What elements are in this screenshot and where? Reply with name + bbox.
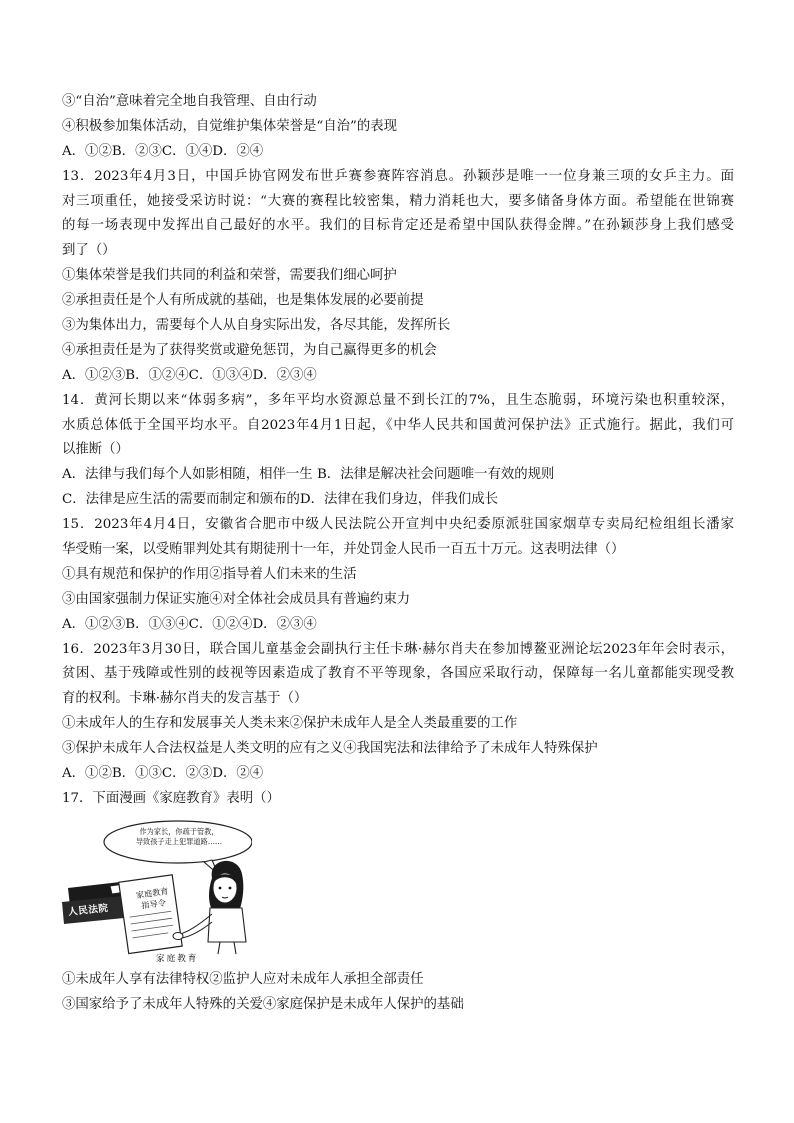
question-15-text: 15．2023年4月4日，安徽省合肥市中级人民法院公开宣判中央纪委原派驻国家烟草专卖局纪检组组长潘家 — [62, 517, 734, 533]
answer-choices: A．①②③B．①③④C．①②④D．②③④ — [62, 616, 317, 632]
court-banner: 人民法院 — [67, 902, 109, 918]
question-16-text: 育的权利。卡琳·赫尔肖夫的发言基于（） — [62, 691, 308, 707]
option-line: ①未成年人的生存和发展事关人类未来②保护未成年人是全人类最重要的工作 — [62, 716, 518, 732]
option-line: ④承担责任是为了获得奖赏或避免惩罚，为自己赢得更多的机会 — [62, 342, 437, 358]
question-13-text: 到了（） — [62, 243, 116, 259]
question-content — [62, 90, 734, 1018]
speech-bubble-text: 作为家长，你疏于管教， — [139, 826, 219, 836]
option-line: ③由国家强制力保证实施④对全体社会成员具有普遍约束力 — [62, 591, 411, 607]
answer-choices: C．法律是应生活的需要而制定和颁布的D．法律在我们身边，伴我们成长 — [62, 492, 499, 508]
cartoon-caption: 家庭教育 — [156, 953, 199, 964]
question-17-text: 17．下面漫画《家庭教育》表明（） — [62, 790, 280, 806]
answer-choices: A．①②B．①③C．②③D．②④ — [62, 766, 264, 782]
question-14-text: 以推断（） — [62, 442, 129, 458]
question-16-text: 贫困、基于残障或性别的歧视等因素造成了教育不平等现象，各国应采取行动，保障每一名儿童都能实现受教 — [62, 666, 734, 682]
option-line: ④积极参加集体活动，自觉维护集体荣誉是“自治”的表现 — [62, 118, 398, 134]
question-13-text: 13．2023年4月3日，中国乒协官网发布世乒赛参赛阵容消息。孙颖莎是唯一一位身兼三项的女乒主力。面 — [62, 168, 734, 184]
question-13-text: 对三项重任，她接受采访时说：“大赛的赛程比较密集，精力消耗也大，要多储备身体方面。希望能在世锦赛 — [62, 193, 734, 209]
option-line: ①集体荣誉是我们共同的利益和荣誉，需要我们细心呵护 — [62, 268, 397, 284]
option-line: ②承担责任是个人有所成就的基础，也是集体发展的必要前提 — [62, 293, 424, 309]
option-line: ③保护未成年人合法权益是人类文明的应有之义④我国宪法和法律给予了未成年人特殊保护 — [62, 741, 598, 757]
question-15-text: 华受贿一案，以受贿罪判处其有期徒刑十一年，并处罚金人民币一百五十万元。这表明法律（） — [62, 542, 625, 558]
paper-title: 指导令 — [140, 897, 167, 911]
speech-bubble-text: 导致孩子走上犯罪道路…… — [135, 836, 223, 846]
option-line: ③为集体出力，需要每个人从自身实际出发，各尽其能，发挥所长 — [62, 318, 451, 334]
answer-choices: A．①②B．②③C．①④D．②④ — [62, 143, 264, 159]
question-14-text: 水质总体低于全国平均水平。自2023年4月1日起，《中华人民共和国黄河保护法》正式施行。据此，我们可 — [62, 417, 734, 433]
question-16-text: 16．2023年3月30日，联合国儿童基金会副执行主任卡琳·赫尔肖夫在参加博鳌亚洲论坛2023年年会时表示， — [62, 641, 734, 657]
option-line: ③“自治”意味着完全地自我管理、自由行动 — [62, 94, 317, 109]
question-13-text: 的每一场表现中发挥出自己最好的水平。我们的目标肯定还是希望中国队获得金牌。”在孙颖莎身上我们感受 — [62, 218, 734, 234]
question-14-text: 14．黄河长期以来“体弱多病”，多年平均水资源总量不到长江的7%，且生态脆弱，环境污染也积重较深， — [62, 392, 734, 408]
family-education-cartoon — [62, 818, 252, 966]
option-line: ③国家给予了未成年人特殊的关爱④家庭保护是未成年人保护的基础 — [62, 996, 464, 1012]
answer-choices: A．法律与我们每个人如影相随，相伴一生 B．法律是解决社会问题唯一有效的规则 — [62, 467, 555, 483]
paper-title: 家庭教育 — [135, 885, 170, 901]
answer-choices: A．①②③B．①②④C．①③④D．②③④ — [62, 367, 317, 383]
option-line: ①具有规范和保护的作用②指导着人们未来的生活 — [62, 566, 357, 582]
option-line: ①未成年人享有法律特权②监护人应对未成年人承担全部责任 — [62, 971, 424, 987]
